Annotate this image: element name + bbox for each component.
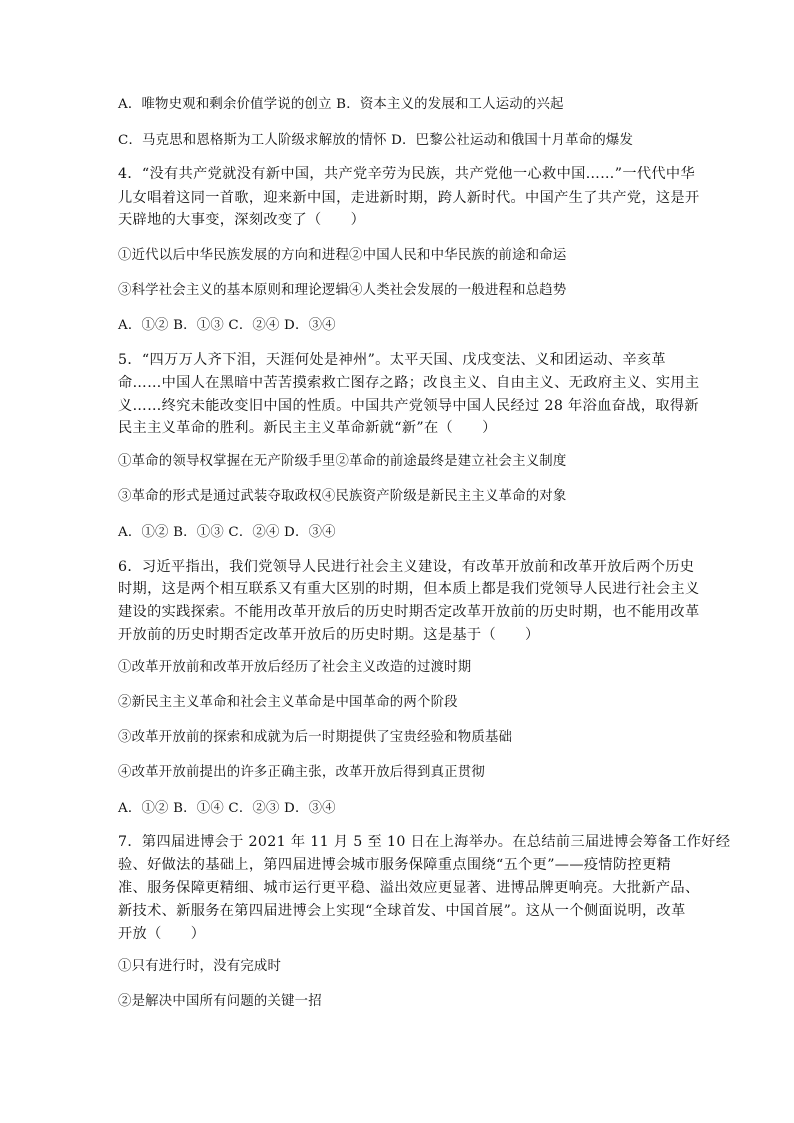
q6-statement-3: ③改革开放前的探索和成就为后一时期提供了宝贵经验和物质基础 xyxy=(118,730,513,745)
q5-statements-34: ③革命的形式是通过武装夺取政权④民族资产阶级是新民主主义革命的对象 xyxy=(118,489,567,504)
q6-stem-line-2: 时期，这是两个相互联系又有重大区别的时期，但本质上都是我们党领导人民进行社会主义 xyxy=(118,581,700,597)
q6-statement-1: ①改革开放前和改革开放后经历了社会主义改造的过渡时期 xyxy=(118,660,472,675)
q4-stem-line-1: 4．“没有共产党就没有新中国，共产党辛劳为民族，共产党他一心救中国……”一代代中华 xyxy=(118,166,696,182)
q5-stem-line-2: 命……中国人在黑暗中苦苦摸索救亡图存之路；改良主义、自由主义、无政府主义、实用主 xyxy=(118,375,700,391)
q5-stem-line-1: 5．“四万万人齐下泪，天涯何处是神州”。太平天国、戊戌变法、义和团运动、辛亥革 xyxy=(118,352,666,368)
q5-stem-line-4: 民主主义革命的胜利。新民主主义革命新就“新”在（ ） xyxy=(118,420,497,436)
q4-stem-line-3: 天辟地的大事变，深刻改变了（ ） xyxy=(118,212,366,228)
q7-stem-line-5: 开放（ ） xyxy=(118,926,206,942)
q7-statement-1: ①只有进行时，没有完成时 xyxy=(118,959,282,974)
q4-statements-12: ①近代以后中华民族发展的方向和进程②中国人民和中华民族的前途和命运 xyxy=(118,248,567,263)
q6-stem-line-3: 建设的实践探索。不能用改革开放后的历史时期否定改革开放前的历史时期，也不能用改革 xyxy=(118,604,700,620)
q4-stem-line-2: 儿女唱着这同一首歌，迎来新中国，走进新时期，跨人新时代。中国产生了共产党，这是开 xyxy=(118,190,700,206)
q5-stem-line-3: 义……终究未能改变旧中国的性质。中国共产党领导中国人民经过 28 年浴血奋战，取得新 xyxy=(118,398,699,414)
q3-options-ab: A．唯物史观和剩余价值学说的创立 B．资本主义的发展和工人运动的兴起 xyxy=(118,97,564,112)
q3-options-cd: C．马克思和恩格斯为工人阶级求解放的情怀 D．巴黎公社运动和俄国十月革命的爆发 xyxy=(118,133,634,148)
q6-stem-line-1: 6．习近平指出，我们党领导人民进行社会主义建设，有改革开放前和改革开放后两个历史 xyxy=(118,559,695,575)
q7-stem-line-4: 新技术、新服务在第四届进博会上实现“全球首发、中国首展”。这从一个侧面说明，改革 xyxy=(118,903,686,919)
q4-statements-34: ③科学社会主义的基本原则和理论逻辑④人类社会发展的一般进程和总趋势 xyxy=(118,283,567,298)
q6-statement-4: ④改革开放前提出的许多正确主张，改革开放后得到真正贯彻 xyxy=(118,765,485,780)
q7-stem-line-1: 7．第四届进博会于 2021 年 11 月 5 至 10 日在上海举办。在总结前三届进博会筹备工作好经 xyxy=(118,834,731,850)
q6-statement-2: ②新民主主义革命和社会主义革命是中国革命的两个阶段 xyxy=(118,695,458,710)
q7-stem-line-3: 准、服务保障更精细、城市运行更平稳、溢出效应更显著、进博品牌更响亮。大批新产品、 xyxy=(118,880,700,896)
q6-answer-options: A．①② B．①④ C．②③ D．③④ xyxy=(118,801,336,816)
q7-statement-2: ②是解决中国所有问题的关键一招 xyxy=(118,994,322,1009)
q5-statements-12: ①革命的领导权掌握在无产阶级手里②革命的前途最终是建立社会主义制度 xyxy=(118,454,567,469)
q4-answer-options: A．①② B．①③ C．②④ D．③④ xyxy=(118,318,336,333)
q5-answer-options: A．①② B．①③ C．②④ D．③④ xyxy=(118,525,336,540)
q6-stem-line-4: 开放前的历史时期否定改革开放后的历史时期。这是基于（ ） xyxy=(118,627,540,643)
q7-stem-line-2: 验、好做法的基础上，第四届进博会城市服务保障重点围绕“五个更”——疫情防控更精 xyxy=(118,857,672,873)
